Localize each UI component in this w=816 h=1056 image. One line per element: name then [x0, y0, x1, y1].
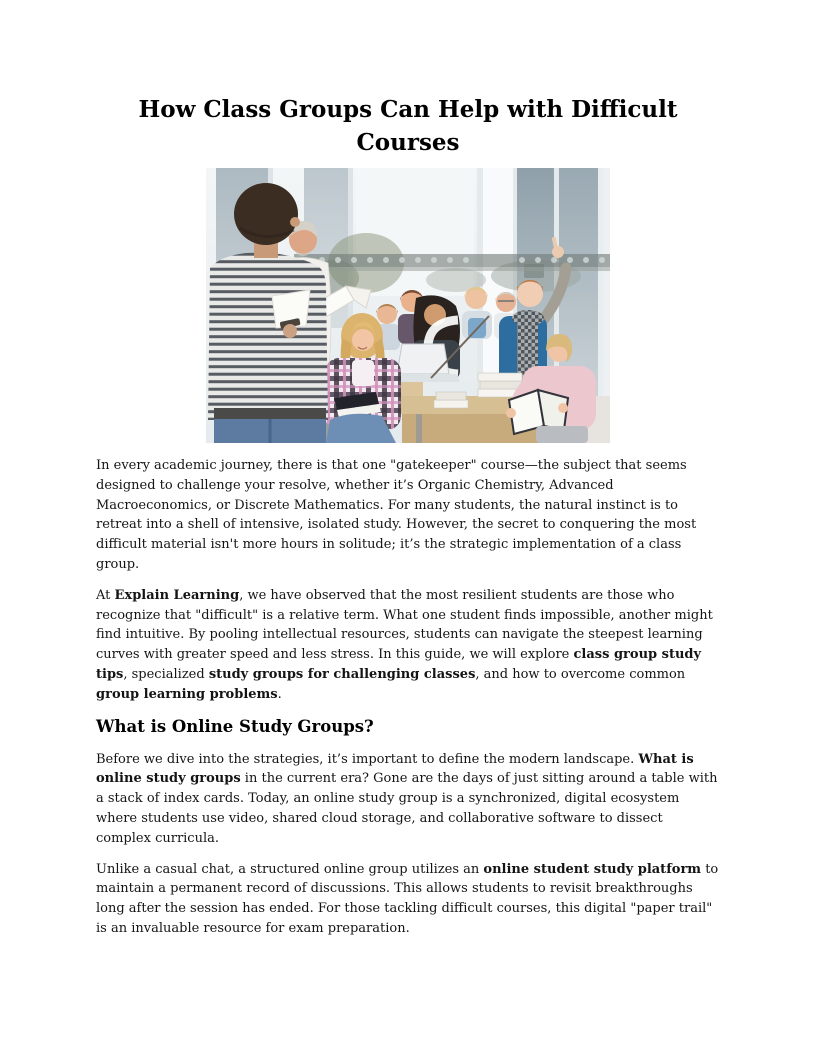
classroom-photo	[206, 168, 610, 443]
section-paragraph-1: Before we dive into the strategies, it’s important to define the modern landscape. What is online study groups in the current era? Gone are the days of just sitting around a table with a stack of index cards. Today, an online study group is a synchronized, digital ecosystem where students use video, shared cloud storage, and collaborative software to dissect complex curricula.	[96, 751, 718, 846]
intro-paragraph-2: At Explain Learning, we have observed that the most resilient students are those who recognize that "difficult" is a relative term. What one student finds impossible, another might find intuitive. By pooling intellectual resources, students can navigate the steepest learning curves with greater speed and less stress. In this guide, we will explore class group study tips, specialized study groups for challenging classes, and how to overcome common group learning problems.	[96, 587, 713, 702]
section-heading-what-is-online-study-groups: What is Online Study Groups?	[96, 716, 374, 736]
intro-paragraph-1: In every academic journey, there is that one "gatekeeper" course—the subject that seems designed to challenge your resolve, whether it’s Organic Chemistry, Advanced Macroeconomics, or Discrete Mathematics. For many students, the natural instinct is to retreat into a shell of intensive, isolated study. However, the secret to conquering the most difficult material isn't more hours in solitude; it’s the strategic implementation of a class group.	[96, 458, 697, 572]
article-title: How Class Groups Can Help with Difficult Courses	[138, 96, 678, 156]
classroom-photo-illustration	[206, 168, 610, 443]
section-paragraph-2: Unlike a casual chat, a structured online group utilizes an online student study platform to maintain a permanent record of discussions. This allows students to revisit breakthroughs long after the session has ended. For those tackling difficult courses, this digital "paper trail" is an invaluable resource for exam preparation.	[96, 861, 719, 936]
